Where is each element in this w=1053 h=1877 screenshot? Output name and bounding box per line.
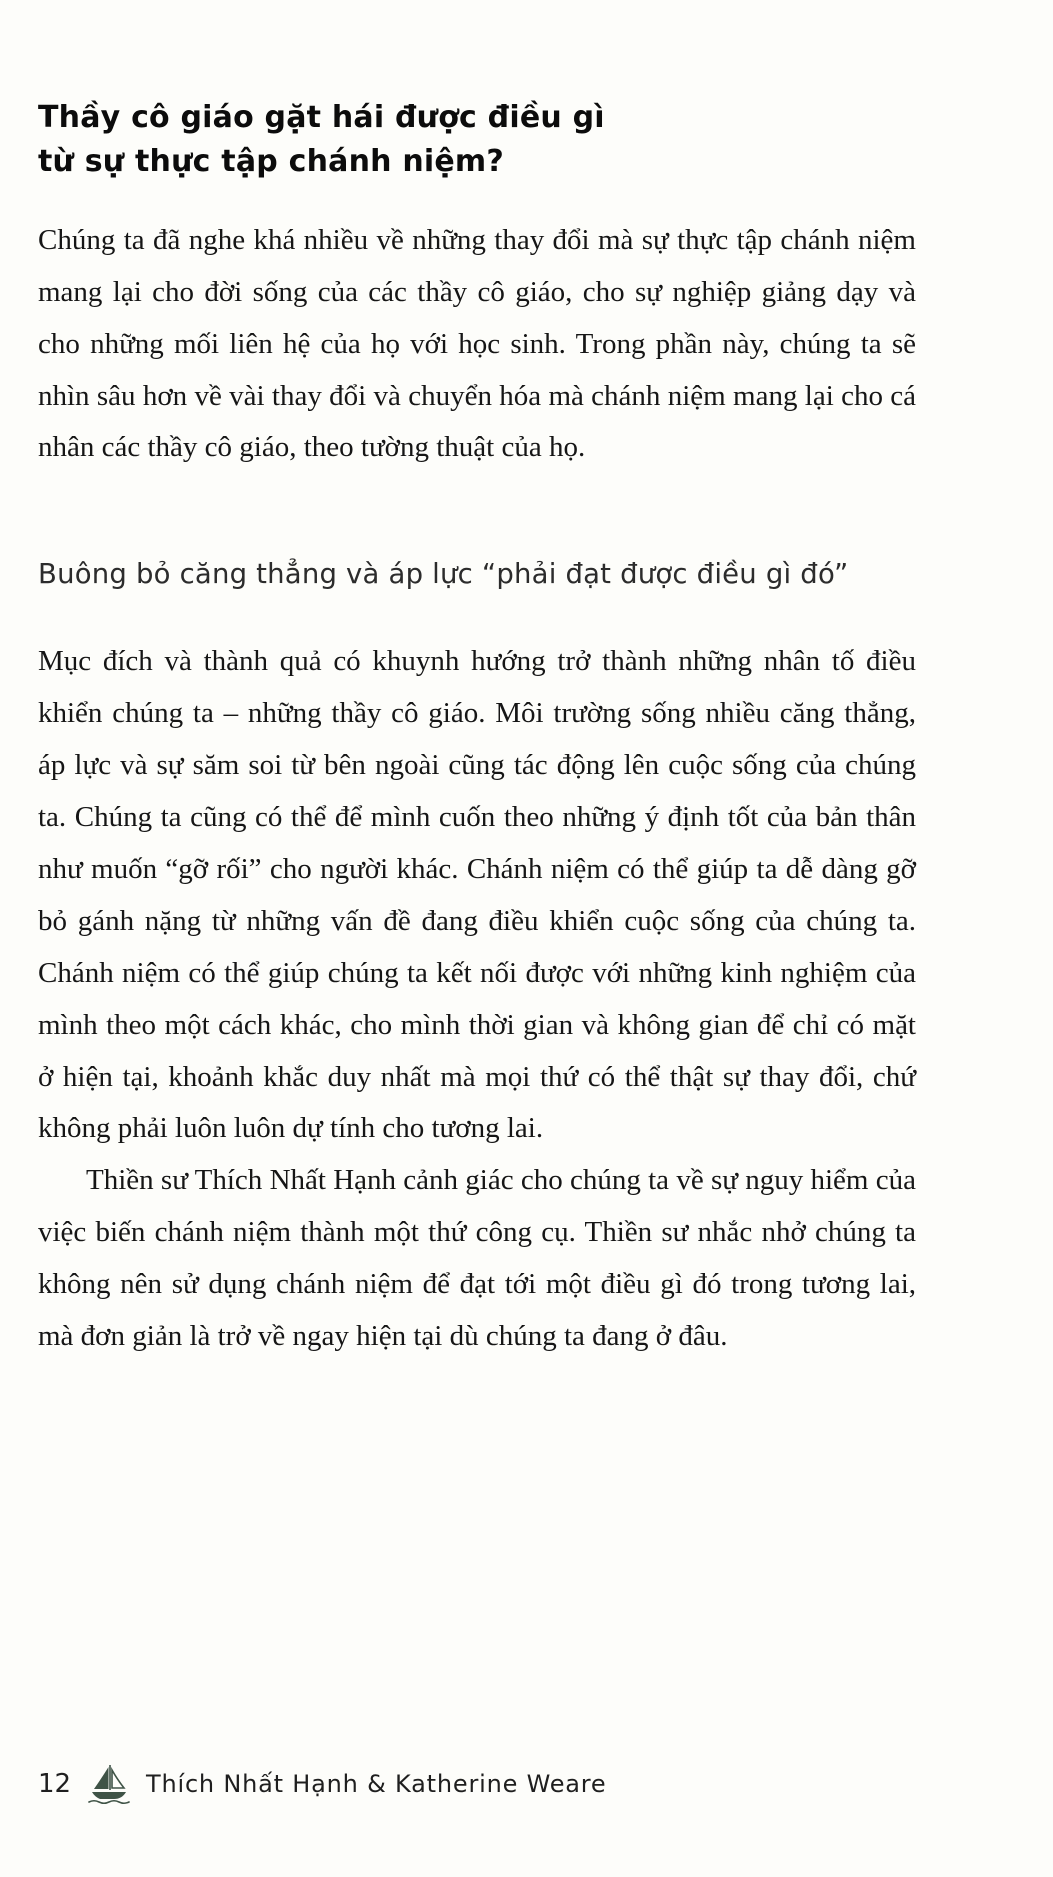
section-heading-line1: Thầy cô giáo gặt hái được điều gì <box>38 100 605 135</box>
paragraph-main: Mục đích và thành quả có khuynh hướng trở thành những nhân tố điều khiển chúng ta – những thầy cô giáo. Môi trường sống nhiều căng thẳng, áp lực và sự săm soi từ bên ngoài cũng tác động lên cuộc sống của chúng ta. Chúng ta cũng có thể để mình cuốn theo những ý định tốt của bản thân như muốn “gỡ rối” cho người khác. Chánh niệm có thể giúp ta dễ dàng gỡ bỏ gánh nặng từ những vấn đề đang điều khiển cuộc sống của chúng ta. Chánh niệm có thể giúp chúng ta kết nối được với những kinh nghiệm của mình theo một cách khác, cho mình thời gian và không gian để chỉ có mặt ở hiện tại, khoảnh khắc duy nhất mà mọi thứ có thể thật sự thay đổi, chứ không phải luôn luôn dự tính cho tương lai. <box>38 645 916 1145</box>
subsection-heading: Buông bỏ căng thẳng và áp lực “phải đạt được điều gì đó” <box>38 558 849 591</box>
paragraph-intro: Chúng ta đã nghe khá nhiều về những thay đổi mà sự thực tập chánh niệm mang lại cho đời sống của các thầy cô giáo, cho sự nghiệp giảng dạy và cho những mối liên hệ của họ với học sinh. Trong phần này, chúng ta sẽ nhìn sâu hơn về vài thay đổi và chuyển hóa mà chánh niệm mang lại cho cá nhân các thầy cô giáo, theo tường thuật của họ. <box>38 223 916 464</box>
paragraph-thich-nhat-hanh: Thiền sư Thích Nhất Hạnh cảnh giác cho chúng ta về sự nguy hiểm của việc biến chánh niệm thành một thứ công cụ. Thiền sư nhắc nhở chúng ta không nên sử dụng chánh niệm để đạt tới một điều gì đó trong tương lai, mà đơn giản là trở về ngay hiện tại dù chúng ta đang ở đâu. <box>38 1164 916 1353</box>
page-footer <box>38 1762 916 1806</box>
section-heading <box>38 96 916 185</box>
sailboat-icon <box>86 1762 132 1806</box>
section-heading-line2: từ sự thực tập chánh niệm? <box>38 144 504 180</box>
text-block <box>38 96 916 1363</box>
page-number: 12 <box>38 1769 72 1799</box>
authors-name: Thích Nhất Hạnh & Katherine Weare <box>146 1770 607 1798</box>
